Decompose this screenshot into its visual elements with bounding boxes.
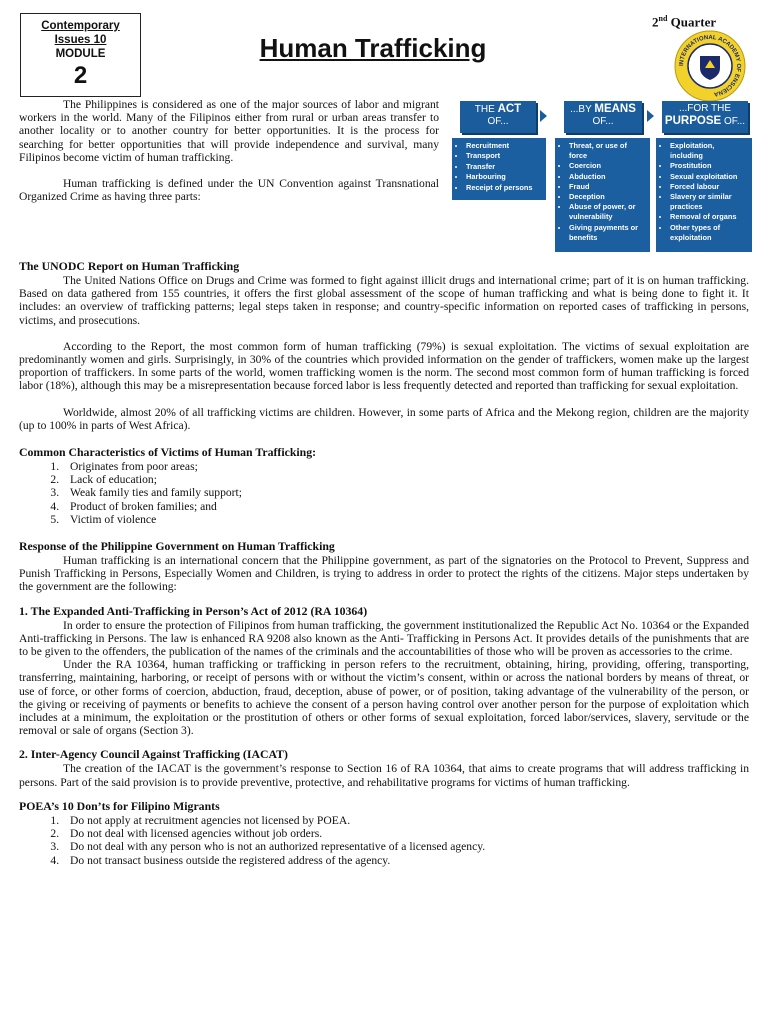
module-number: 2 [73, 62, 88, 89]
characteristics-list [19, 460, 749, 526]
list-item: 5. Victim of violence [62, 513, 749, 526]
list-item: 2. Lack of education; [62, 473, 749, 486]
unodc-heading: The UNODC Report on Human Trafficking [19, 259, 240, 273]
list-item: 2. Do not deal with licensed agencies without job orders. [62, 827, 749, 840]
module-label: MODULE [55, 48, 106, 60]
characteristics-heading: Common Characteristics of Victims of Human Trafficking: [19, 445, 317, 460]
arrow-icon [540, 110, 547, 122]
unodc-paragraph-3: Worldwide, almost 20% of all trafficking victims are children. However, in some parts of Africa and the Mekong region, children are the majority (up to 100% in parts of West Africa). [19, 405, 749, 432]
arrow-icon [647, 110, 654, 122]
poea-list [19, 814, 749, 867]
intro-paragraph-1: The Philippines is considered as one of the major sources of labor and migrant workers in the world. Many of the Filipinos either from rural or urban areas transfer to another locality or to another country for better opportunities. It is the process for searching for better opportunities that will provide independence and survival, many Filipinos become victim of human trafficking. [19, 98, 439, 164]
purpose-header: ...FOR THE PURPOSE OF... [662, 101, 748, 133]
act-list-box: • Recruitment • Transport • Transfer • Harbouring • Receipt of persons [452, 138, 546, 200]
means-list-box: • Threat, or use of force • Coercion • Abduction • Fraud • Deception • Abuse of power, or vulnerability • Giving payments or benefits [555, 138, 650, 252]
ra10364-heading: 1. The Expanded Anti-Trafficking in Person’s Act of 2012 (RA 10364) [19, 603, 368, 618]
list-item: 4. Product of broken families; and [62, 500, 749, 513]
list-item: 3. Do not deal with any person who is not an authorized representative of a licensed agency. [62, 840, 749, 853]
list-item: 3. Weak family ties and family support; [62, 486, 749, 499]
list-item: 4. Do not transact business outside the registered address of the agency. [62, 854, 749, 867]
response-paragraph: Human trafficking is an international concern that the Philippine government, as part of the signatories on the Protocol to Prevent, Suppress and Punish Trafficking in Persons, Especially Women and Children, is trying to address in order to protect the rights of the citizens. Major steps undertaken by the government are the following: [19, 554, 749, 594]
trafficking-diagram [452, 98, 752, 254]
page-title: Human Trafficking [259, 33, 487, 63]
ra10364-paragraph-1: In order to ensure the protection of Filipinos from human trafficking, the government institutionalized the Republic Act No. 10364 or the Expanded Anti-trafficking in Persons. The law is enhanced RA 9208 also known as the Anti- Trafficking in Persons Act. It provides details of the punishments that are to be given to the offenders, the publication of the names of the criminals and the accountabilities of those who will be proven as accessories to the crime. [19, 618, 749, 659]
main-body [19, 259, 749, 867]
unodc-paragraph-1: The United Nations Office on Drugs and Crime was formed to fight against illicit drugs and international crime; part of it is on human trafficking. Based on data gathered from 155 countries, it offers the first global assessment of the scope of human trafficking and what is being done to fight it. It includes: an overview of trafficking patterns; legal steps taken in response; and country-specific information on reported cases of trafficking in persons, victims, and prosecutions. [19, 274, 749, 327]
list-item: 1. Originates from poor areas; [62, 460, 749, 473]
module-course: Issues 10 [54, 34, 107, 46]
school-seal-icon [674, 30, 746, 102]
intro-section [19, 98, 439, 203]
act-header: THE ACT OF... [460, 101, 536, 133]
poea-heading: POEA’s 10 Don’ts for Filipino Migrants [19, 798, 220, 813]
iacat-heading: 2. Inter-Agency Council Against Trafficking (IACAT) [19, 747, 288, 762]
list-item: 1. Do not apply at recruitment agencies not licensed by POEA. [62, 814, 749, 827]
response-heading: Response of the Philippine Government on Human Trafficking [19, 539, 335, 554]
purpose-list-box: • Exploitation, including • Prostitution • Sexual exploitation • Forced labour • Slavery or similar practices • Removal of organs • Other types of exploitation [656, 138, 752, 252]
iacat-paragraph: The creation of the IACAT is the government’s response to Section 16 of RA 10364, that aims to create programs that will address trafficking in persons. Part of the said provision is to provide preventive, protective, and rehabilitative programs for victims of human trafficking. [19, 762, 749, 789]
unodc-paragraph-2: According to the Report, the most common form of human trafficking (79%) is sexual exploitation. The victims of sexual exploitation are predominantly women and girls. Surprisingly, in 30% of the countries which provided information on the gender of traffickers, women make up the largest proportion of traffickers. In some parts of the world, women trafficking women is the norm. The second most common form of human trafficking is forced labor (18%), although this may be a misrepresentation because forced labor is less frequently detected and reported than trafficking for sexual exploitation. [19, 339, 749, 393]
means-header: ...BY MEANS OF... [564, 101, 642, 133]
module-subject: Contemporary [41, 20, 120, 32]
intro-paragraph-2: Human trafficking is defined under the UN Convention against Transnational Organized Crime as having three parts: [19, 177, 439, 204]
seal-ring-text: INTERNATIONAL ACADEMY OF ENSCIENA [678, 34, 742, 97]
quarter-label: 2nd Quarter [652, 14, 717, 30]
ra10364-paragraph-2: Under the RA 10364, human trafficking or trafficking in person refers to the recruitment, obtaining, hiring, providing, offering, transporting, transferring, maintaining, harboring, or receipt of persons with or without the victim’s consent, within or across the national borders by means of threat, or use of force, or other forms of coercion, abduction, fraud, deception, abuse of power, or of position, taking advantage of the vulnerability of the person, or the giving or receiving of payments or benefits to achieve the consent of a person having control over another person for the purpose of exploitation which includes at a minimum, the exploitation or the prostitution of others or other forms of sexual exploitation, forced labor/services, slavery, servitude or the removal or sale of organs (Section 3). [19, 658, 749, 738]
